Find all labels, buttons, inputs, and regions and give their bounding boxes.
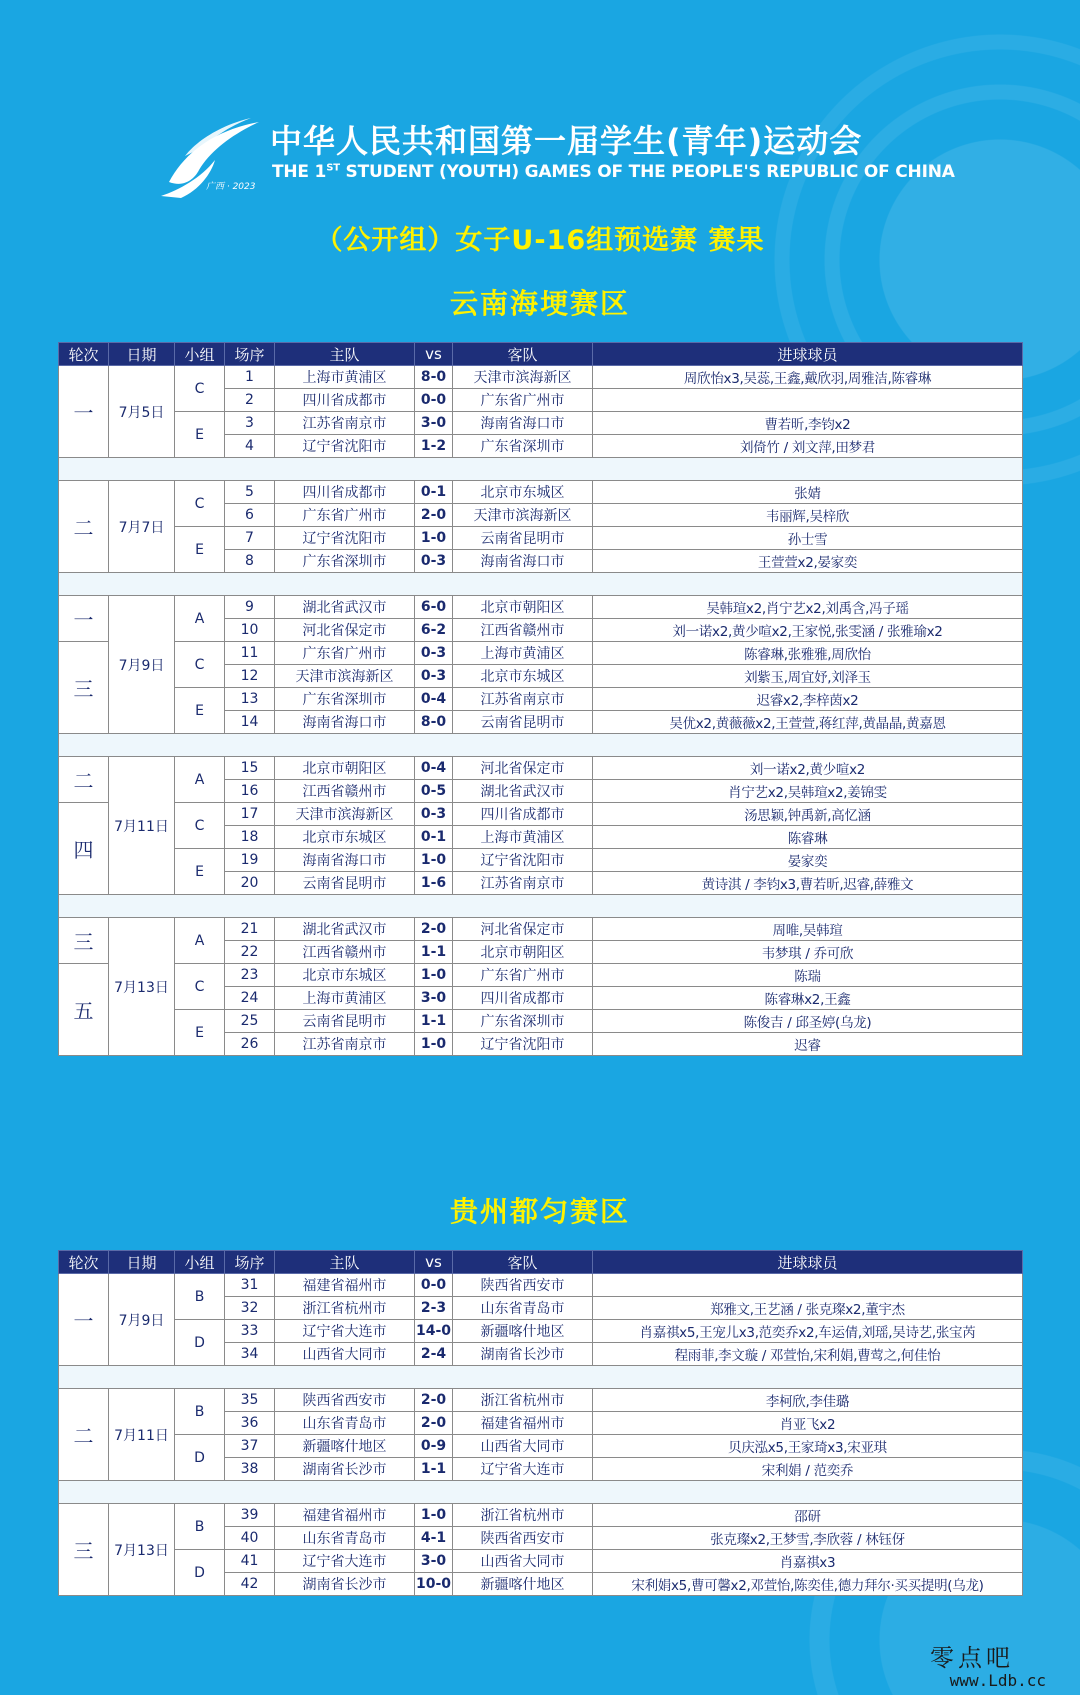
score-cell: 1-0	[415, 1033, 453, 1056]
scorers-cell: 刘紫玉,周宜妤,刘泽玉	[593, 665, 1023, 688]
scorers-cell: 晏家奕	[593, 849, 1023, 872]
match-number-cell: 5	[225, 481, 275, 504]
column-header: 客队	[453, 343, 593, 366]
home-team-cell: 辽宁省大连市	[275, 1320, 415, 1343]
match-number-cell: 2	[225, 389, 275, 412]
away-team-cell: 江苏省南京市	[453, 688, 593, 711]
score-cell: 2-0	[415, 918, 453, 941]
table-row	[59, 757, 1023, 780]
date-cell: 7月13日	[109, 918, 175, 1056]
table-row	[59, 527, 1023, 550]
match-number-cell: 6	[225, 504, 275, 527]
scorers-cell: 黄诗淇 / 李钧x3,曹若昕,迟睿,薛雅文	[593, 872, 1023, 895]
away-team-cell: 北京市东城区	[453, 665, 593, 688]
home-team-cell: 湖北省武汉市	[275, 918, 415, 941]
group-cell: C	[175, 803, 225, 849]
home-team-cell: 海南省海口市	[275, 849, 415, 872]
score-cell: 1-0	[415, 964, 453, 987]
column-header: 小组	[175, 1251, 225, 1274]
match-number-cell: 15	[225, 757, 275, 780]
scorers-cell: 邵研	[593, 1504, 1023, 1527]
score-cell: 2-0	[415, 504, 453, 527]
scorers-cell: 李柯欣,李佳璐	[593, 1389, 1023, 1412]
column-header: 场序	[225, 1251, 275, 1274]
table-row	[59, 688, 1023, 711]
score-cell: 2-0	[415, 1389, 453, 1412]
scorers-cell: 吴优x2,黄薇薇x2,王萱萱,蒋红萍,黄晶晶,黄嘉恩	[593, 711, 1023, 734]
table-row	[59, 918, 1023, 941]
scorers-cell: 孙士雪	[593, 527, 1023, 550]
spacer-cell	[59, 1481, 1023, 1504]
column-header: 轮次	[59, 343, 109, 366]
away-team-cell: 山西省大同市	[453, 1550, 593, 1573]
table-row	[59, 481, 1023, 504]
score-cell: 1-0	[415, 1504, 453, 1527]
away-team-cell: 上海市黄浦区	[453, 826, 593, 849]
table-row	[59, 366, 1023, 389]
spacer-cell	[59, 573, 1023, 596]
match-number-cell: 19	[225, 849, 275, 872]
column-header: 主队	[275, 343, 415, 366]
match-number-cell: 1	[225, 366, 275, 389]
score-cell: 6-2	[415, 619, 453, 642]
home-team-cell: 云南省昆明市	[275, 872, 415, 895]
match-number-cell: 31	[225, 1274, 275, 1297]
table-row	[59, 1504, 1023, 1527]
away-team-cell: 广东省广州市	[453, 389, 593, 412]
score-cell: 8-0	[415, 711, 453, 734]
match-number-cell: 20	[225, 872, 275, 895]
away-team-cell: 湖南省长沙市	[453, 1343, 593, 1366]
group-cell: A	[175, 918, 225, 964]
table-row	[59, 964, 1023, 987]
group-cell: D	[175, 1550, 225, 1596]
column-header: 主队	[275, 1251, 415, 1274]
home-team-cell: 河北省保定市	[275, 619, 415, 642]
match-number-cell: 8	[225, 550, 275, 573]
away-team-cell: 天津市滨海新区	[453, 504, 593, 527]
match-number-cell: 21	[225, 918, 275, 941]
match-number-cell: 41	[225, 1550, 275, 1573]
away-team-cell: 福建省福州市	[453, 1412, 593, 1435]
round-cell: 三	[59, 642, 109, 734]
table-row	[59, 1550, 1023, 1573]
home-team-cell: 广东省广州市	[275, 504, 415, 527]
scorers-cell: 肖嘉祺x5,王宠儿x3,范奕乔x2,车运倩,刘瑶,吴诗艺,张宝芮	[593, 1320, 1023, 1343]
round-cell: 三	[59, 918, 109, 964]
home-team-cell: 江苏省南京市	[275, 412, 415, 435]
spacer-cell	[59, 734, 1023, 757]
score-cell: 14-0	[415, 1320, 453, 1343]
score-cell: 0-1	[415, 481, 453, 504]
away-team-cell: 新疆喀什地区	[453, 1320, 593, 1343]
column-header: 进球球员	[593, 1251, 1023, 1274]
score-cell: 6-0	[415, 596, 453, 619]
away-team-cell: 广东省广州市	[453, 964, 593, 987]
watermark-logo: 零点吧	[930, 1644, 1014, 1672]
away-team-cell: 河北省保定市	[453, 918, 593, 941]
scorers-cell: 程雨菲,李文璇 / 邓萱怡,宋利娟,曹莺之,何佳怡	[593, 1343, 1023, 1366]
round-cell: 三	[59, 1504, 109, 1596]
match-number-cell: 37	[225, 1435, 275, 1458]
match-number-cell: 34	[225, 1343, 275, 1366]
date-cell: 7月11日	[109, 1389, 175, 1481]
home-team-cell: 云南省昆明市	[275, 1010, 415, 1033]
score-cell: 1-0	[415, 849, 453, 872]
match-number-cell: 25	[225, 1010, 275, 1033]
scorers-cell: 刘一诺x2,黄少喧x2	[593, 757, 1023, 780]
away-team-cell: 湖北省武汉市	[453, 780, 593, 803]
group-cell: C	[175, 964, 225, 1010]
group-cell: E	[175, 527, 225, 573]
round-cell: 四	[59, 803, 109, 895]
spacer-row	[59, 573, 1023, 596]
column-header: 场序	[225, 343, 275, 366]
scorers-cell	[593, 389, 1023, 412]
home-team-cell: 新疆喀什地区	[275, 1435, 415, 1458]
score-cell: 1-1	[415, 1010, 453, 1033]
round-cell: 二	[59, 481, 109, 573]
away-team-cell: 浙江省杭州市	[453, 1389, 593, 1412]
match-number-cell: 13	[225, 688, 275, 711]
away-team-cell: 北京市朝阳区	[453, 596, 593, 619]
round-cell: 二	[59, 1389, 109, 1481]
group-cell: C	[175, 642, 225, 688]
away-team-cell: 辽宁省大连市	[453, 1458, 593, 1481]
spacer-cell	[59, 458, 1023, 481]
home-team-cell: 北京市朝阳区	[275, 757, 415, 780]
games-title-cn: 中华人民共和国第一届学生(青年)运动会	[270, 122, 863, 160]
region-title-guizhou: 贵州都匀赛区	[449, 1195, 630, 1228]
table-row	[59, 412, 1023, 435]
away-team-cell: 天津市滨海新区	[453, 366, 593, 389]
table-row	[59, 849, 1023, 872]
away-team-cell: 海南省海口市	[453, 412, 593, 435]
score-cell: 0-0	[415, 389, 453, 412]
score-cell: 0-4	[415, 757, 453, 780]
away-team-cell: 四川省成都市	[453, 803, 593, 826]
away-team-cell: 辽宁省沈阳市	[453, 1033, 593, 1056]
home-team-cell: 山东省青岛市	[275, 1412, 415, 1435]
group-cell: C	[175, 481, 225, 527]
spacer-row	[59, 1366, 1023, 1389]
match-number-cell: 18	[225, 826, 275, 849]
match-number-cell: 24	[225, 987, 275, 1010]
games-header	[0, 100, 1080, 210]
date-cell: 7月13日	[109, 1504, 175, 1596]
scorers-cell: 肖宁艺x2,吴韩瑄x2,姜锦雯	[593, 780, 1023, 803]
scorers-cell	[593, 1274, 1023, 1297]
score-cell: 0-1	[415, 826, 453, 849]
away-team-cell: 云南省昆明市	[453, 711, 593, 734]
date-cell: 7月7日	[109, 481, 175, 573]
column-header: 客队	[453, 1251, 593, 1274]
away-team-cell: 云南省昆明市	[453, 527, 593, 550]
scorers-cell: 陈俊吉 / 邱圣婷(乌龙)	[593, 1010, 1023, 1033]
spacer-row	[59, 458, 1023, 481]
column-header: vs	[415, 343, 453, 366]
group-cell: E	[175, 1010, 225, 1056]
score-cell: 1-6	[415, 872, 453, 895]
score-cell: 1-1	[415, 1458, 453, 1481]
home-team-cell: 陕西省西安市	[275, 1389, 415, 1412]
match-number-cell: 39	[225, 1504, 275, 1527]
match-number-cell: 3	[225, 412, 275, 435]
home-team-cell: 天津市滨海新区	[275, 803, 415, 826]
home-team-cell: 福建省福州市	[275, 1504, 415, 1527]
watermark-url: www.Ldb.cc	[949, 1671, 1046, 1690]
scorers-cell: 宋利娟 / 范奕乔	[593, 1458, 1023, 1481]
away-team-cell: 四川省成都市	[453, 987, 593, 1010]
away-team-cell: 山东省青岛市	[453, 1297, 593, 1320]
spacer-row	[59, 895, 1023, 918]
group-cell: B	[175, 1504, 225, 1550]
match-number-cell: 26	[225, 1033, 275, 1056]
score-cell: 1-0	[415, 527, 453, 550]
match-number-cell: 42	[225, 1573, 275, 1596]
match-number-cell: 36	[225, 1412, 275, 1435]
score-cell: 0-3	[415, 550, 453, 573]
scorers-cell: 宋利娟x5,曹可馨x2,邓萱怡,陈奕佳,德力拜尔·买买提明(乌龙)	[593, 1573, 1023, 1596]
home-team-cell: 江西省赣州市	[275, 941, 415, 964]
scorers-cell: 张婧	[593, 481, 1023, 504]
match-number-cell: 23	[225, 964, 275, 987]
scorers-cell: 陈睿琳	[593, 826, 1023, 849]
home-team-cell: 广东省深圳市	[275, 688, 415, 711]
round-cell: 五	[59, 964, 109, 1056]
scorers-cell: 王萱萱x2,晏家奕	[593, 550, 1023, 573]
column-header: 日期	[109, 343, 175, 366]
score-cell: 0-3	[415, 665, 453, 688]
score-cell: 8-0	[415, 366, 453, 389]
away-team-cell: 山西省大同市	[453, 1435, 593, 1458]
table-row	[59, 803, 1023, 826]
match-number-cell: 10	[225, 619, 275, 642]
home-team-cell: 广东省广州市	[275, 642, 415, 665]
group-cell: B	[175, 1389, 225, 1435]
home-team-cell: 四川省成都市	[275, 389, 415, 412]
date-cell: 7月5日	[109, 366, 175, 458]
scorers-cell: 张克璨x2,王梦雪,李欣蓉 / 林钰伢	[593, 1527, 1023, 1550]
group-cell: E	[175, 412, 225, 458]
group-cell: D	[175, 1320, 225, 1366]
away-team-cell: 江苏省南京市	[453, 872, 593, 895]
match-number-cell: 7	[225, 527, 275, 550]
score-cell: 1-1	[415, 941, 453, 964]
round-cell: 二	[59, 757, 109, 803]
away-team-cell: 新疆喀什地区	[453, 1573, 593, 1596]
group-cell: A	[175, 757, 225, 803]
away-team-cell: 江西省赣州市	[453, 619, 593, 642]
spacer-row	[59, 1481, 1023, 1504]
match-number-cell: 4	[225, 435, 275, 458]
header-row	[59, 1251, 1023, 1274]
home-team-cell: 山西省大同市	[275, 1343, 415, 1366]
home-team-cell: 辽宁省沈阳市	[275, 527, 415, 550]
home-team-cell: 福建省福州市	[275, 1274, 415, 1297]
group-cell: B	[175, 1274, 225, 1320]
score-cell: 0-0	[415, 1274, 453, 1297]
score-cell: 2-4	[415, 1343, 453, 1366]
score-cell: 1-2	[415, 435, 453, 458]
scorers-cell: 陈睿琳x2,王鑫	[593, 987, 1023, 1010]
home-team-cell: 浙江省杭州市	[275, 1297, 415, 1320]
away-team-cell: 广东省深圳市	[453, 1010, 593, 1033]
match-number-cell: 16	[225, 780, 275, 803]
away-team-cell: 北京市朝阳区	[453, 941, 593, 964]
home-team-cell: 广东省深圳市	[275, 550, 415, 573]
results-table-yunnan	[58, 342, 1023, 1056]
away-team-cell: 辽宁省沈阳市	[453, 849, 593, 872]
scorers-cell: 周唯,吴韩瑄	[593, 918, 1023, 941]
logo-text: 广西 · 2023	[206, 182, 256, 192]
date-cell: 7月11日	[109, 757, 175, 895]
date-cell: 7月9日	[109, 1274, 175, 1366]
home-team-cell: 四川省成都市	[275, 481, 415, 504]
home-team-cell: 江苏省南京市	[275, 1033, 415, 1056]
score-cell: 0-4	[415, 688, 453, 711]
scorers-cell: 刘一诺x2,黄少喧x2,王家悦,张雯涵 / 张雅瑜x2	[593, 619, 1023, 642]
scorers-cell: 迟睿x2,李梓茵x2	[593, 688, 1023, 711]
scorers-cell: 陈瑞	[593, 964, 1023, 987]
home-team-cell: 辽宁省大连市	[275, 1550, 415, 1573]
round-cell: 一	[59, 596, 109, 642]
region-title-yunnan: 云南海埂赛区	[449, 287, 630, 320]
away-team-cell: 海南省海口市	[453, 550, 593, 573]
page-subtitle: （公开组）女子U-16组预选赛 赛果	[315, 225, 765, 256]
column-header: 小组	[175, 343, 225, 366]
home-team-cell: 辽宁省沈阳市	[275, 435, 415, 458]
group-cell: C	[175, 366, 225, 412]
column-header: 日期	[109, 1251, 175, 1274]
date-cell: 7月9日	[109, 596, 175, 734]
home-team-cell: 天津市滨海新区	[275, 665, 415, 688]
scorers-cell: 周欣怡x3,吴蕊,王鑫,戴欣羽,周雅洁,陈睿琳	[593, 366, 1023, 389]
match-number-cell: 22	[225, 941, 275, 964]
home-team-cell: 上海市黄浦区	[275, 987, 415, 1010]
match-number-cell: 9	[225, 596, 275, 619]
table-row	[59, 1435, 1023, 1458]
scorers-cell: 曹若昕,李钧x2	[593, 412, 1023, 435]
match-number-cell: 14	[225, 711, 275, 734]
spacer-row	[59, 734, 1023, 757]
match-number-cell: 40	[225, 1527, 275, 1550]
group-cell: A	[175, 596, 225, 642]
round-cell: 一	[59, 366, 109, 458]
match-number-cell: 12	[225, 665, 275, 688]
table-row	[59, 1389, 1023, 1412]
away-team-cell: 广东省深圳市	[453, 435, 593, 458]
away-team-cell: 浙江省杭州市	[453, 1504, 593, 1527]
table-row	[59, 1010, 1023, 1033]
match-number-cell: 38	[225, 1458, 275, 1481]
scorers-cell: 肖嘉祺x3	[593, 1550, 1023, 1573]
group-cell: E	[175, 688, 225, 734]
score-cell: 2-0	[415, 1412, 453, 1435]
home-team-cell: 山东省青岛市	[275, 1527, 415, 1550]
table-row	[59, 1274, 1023, 1297]
scorers-cell: 吴韩瑄x2,肖宁艺x2,刘禹含,冯子瑶	[593, 596, 1023, 619]
scorers-cell: 贝庆泓x5,王家琦x3,宋亚琪	[593, 1435, 1023, 1458]
score-cell: 2-3	[415, 1297, 453, 1320]
score-cell: 10-0	[415, 1573, 453, 1596]
score-cell: 4-1	[415, 1527, 453, 1550]
match-number-cell: 11	[225, 642, 275, 665]
home-team-cell: 海南省海口市	[275, 711, 415, 734]
match-number-cell: 35	[225, 1389, 275, 1412]
away-team-cell: 陕西省西安市	[453, 1274, 593, 1297]
group-cell: E	[175, 849, 225, 895]
scorers-cell: 陈睿琳,张雅雅,周欣怡	[593, 642, 1023, 665]
match-number-cell: 32	[225, 1297, 275, 1320]
scorers-cell: 肖亚飞x2	[593, 1412, 1023, 1435]
header-row	[59, 343, 1023, 366]
home-team-cell: 上海市黄浦区	[275, 366, 415, 389]
away-team-cell: 陕西省西安市	[453, 1527, 593, 1550]
scorers-cell: 韦丽辉,吴梓欣	[593, 504, 1023, 527]
column-header: 轮次	[59, 1251, 109, 1274]
match-number-cell: 33	[225, 1320, 275, 1343]
games-title-en: THE 1ST STUDENT (YOUTH) GAMES OF THE PEOPLE'S REPUBLIC OF CHINA	[272, 162, 955, 182]
scorers-cell: 迟睿	[593, 1033, 1023, 1056]
spacer-cell	[59, 1366, 1023, 1389]
scorers-cell: 刘倚竹 / 刘文萍,田梦君	[593, 435, 1023, 458]
away-team-cell: 上海市黄浦区	[453, 642, 593, 665]
scorers-cell: 郑雅文,王艺涵 / 张克璨x2,董宇杰	[593, 1297, 1023, 1320]
results-table-guizhou	[58, 1250, 1023, 1596]
home-team-cell: 北京市东城区	[275, 964, 415, 987]
table-row	[59, 642, 1023, 665]
score-cell: 0-5	[415, 780, 453, 803]
home-team-cell: 湖北省武汉市	[275, 596, 415, 619]
column-header: 进球球员	[593, 343, 1023, 366]
away-team-cell: 河北省保定市	[453, 757, 593, 780]
score-cell: 0-9	[415, 1435, 453, 1458]
home-team-cell: 江西省赣州市	[275, 780, 415, 803]
column-header: vs	[415, 1251, 453, 1274]
score-cell: 0-3	[415, 803, 453, 826]
home-team-cell: 北京市东城区	[275, 826, 415, 849]
table-row	[59, 1320, 1023, 1343]
table-row	[59, 596, 1023, 619]
spacer-cell	[59, 895, 1023, 918]
scorers-cell: 汤思颖,钟禹新,高忆涵	[593, 803, 1023, 826]
score-cell: 3-0	[415, 987, 453, 1010]
scorers-cell: 韦梦琪 / 乔可欣	[593, 941, 1023, 964]
score-cell: 3-0	[415, 412, 453, 435]
group-cell: D	[175, 1435, 225, 1481]
match-number-cell: 17	[225, 803, 275, 826]
score-cell: 3-0	[415, 1550, 453, 1573]
away-team-cell: 北京市东城区	[453, 481, 593, 504]
home-team-cell: 湖南省长沙市	[275, 1573, 415, 1596]
home-team-cell: 湖南省长沙市	[275, 1458, 415, 1481]
round-cell: 一	[59, 1274, 109, 1366]
score-cell: 0-3	[415, 642, 453, 665]
